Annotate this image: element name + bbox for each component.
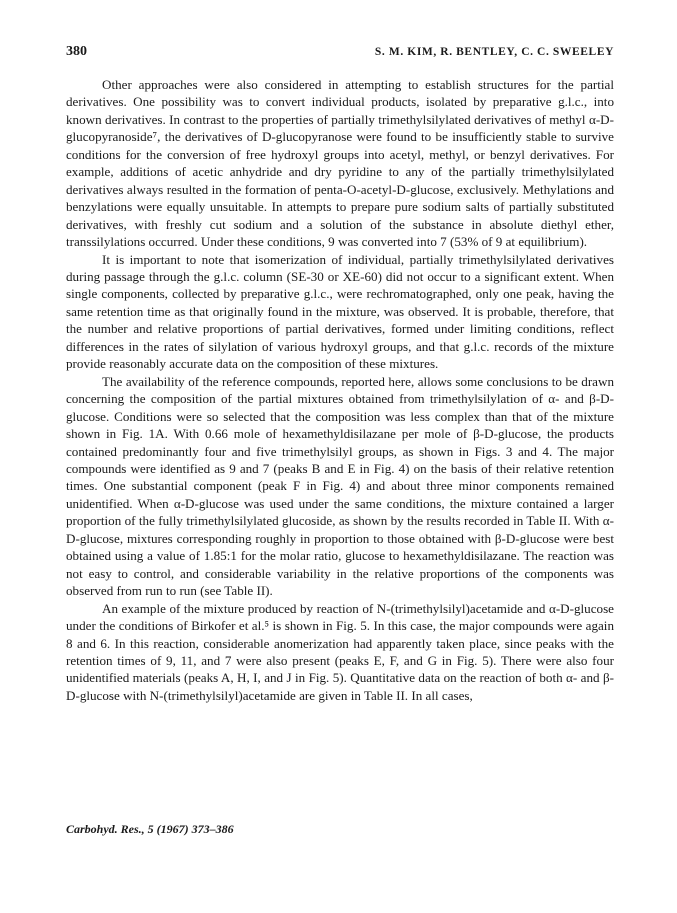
running-head: S. M. KIM, R. BENTLEY, C. C. SWEELEY <box>374 46 614 58</box>
journal-citation: Carbohyd. Res., 5 (1967) 373–386 <box>66 822 234 836</box>
paragraph: An example of the mixture produced by reaction of N-(trimethylsilyl)acetamide and α-D-glucose under the conditions of Birkofer et al.⁵ is shown in Fig. 5. In this case, the major compounds were again 8 and 6. In this reaction, considerable anomerization had apparently taken place, since peaks with the retention times of 9, 11, and 7 were also present (peaks E, F, and G in Fig. 5). There were also four unidentified materials (peaks A, H, I, and J in Fig. 5). Quantitative data on the reaction of both α- and β-D-glucose with N-(trimethylsilyl)acetamide are given in Table II. In all cases, <box>66 600 614 703</box>
page-header <box>66 44 614 62</box>
paragraph: Other approaches were also considered in attempting to establish structures for the partial derivatives. One possibility was to convert individual products, isolated by preparative g.l.c., into known derivatives. In contrast to the properties of partially trimethylsilylated derivatives of methyl α-D-glucopyranoside⁷, the derivatives of D-glucopyranose were found to be insufficiently stable to survive conditions for the conversion of free hydroxyl groups into acetyl, methyl, or benzyl derivatives. For example, additions of acetic anhydride and dry pyridine to any of the partially trimethylsilylated derivatives always resulted in the formation of penta-O-acetyl-D-glucose, exclusively. Methylations and benzylations were equally unsuitable. In attempts to prepare pure sodium salts of partially substituted derivatives, with freshly cut sodium and a solution of the substance in absolute diethyl ether, transsilylations occurred. Under these conditions, 9 was converted into 7 (53% of 9 at equilibrium). <box>66 77 614 250</box>
paragraph: The availability of the reference compounds, reported here, allows some conclusions to be drawn concerning the composition of the partial mixtures obtained from trimethylsilylation of α- and β-D-glucose. Conditions were so selected that the composition was less complex than that of the mixture shown in Fig. 1A. With 0.66 mole of hexamethyldisilazane per mole of β-D-glucose, the products contained predominantly four and five trimethylsilyl groups, as shown in Figs. 3 and 4. The major compounds were identified as 9 and 7 (peaks B and E in Fig. 4) on the basis of their relative retention times. One substantial component (peak F in Fig. 4) and about three minor components remained unidentified. When α-D-glucose was used under the same conditions, the mixture contained a larger proportion of the fully trimethylsilylated glucoside, as shown by the results recorded in Table II. With α-D-glucose, mixtures corresponding roughly in proportion to those obtained with β-D-glucose were best obtained using a value of 1.85:1 for the molar ratio, glucose to hexamethyldisilazane. The reaction was not easy to control, and considerable variability in the relative proportions of the components was observed from run to run (see Table II). <box>66 373 614 599</box>
body-text <box>66 76 614 704</box>
page-number: 380 <box>66 44 87 59</box>
paragraph: It is important to note that isomerization of individual, partially trimethylsilylated derivatives during passage through the g.l.c. column (SE-30 or XE-60) did not occur to a significant extent. When single components, collected by preparative g.l.c., were rechromatographed, only one peak, having the same retention time as that originally found in the mixture, was observed. It is probable, therefore, that the number and relative proportions of partial derivatives, formed under limiting conditions, reflect differences in the rates of silylation of various hydroxyl groups, and that g.l.c. records of the mixture provide reasonably accurate data on the composition of these mixtures. <box>66 251 614 372</box>
